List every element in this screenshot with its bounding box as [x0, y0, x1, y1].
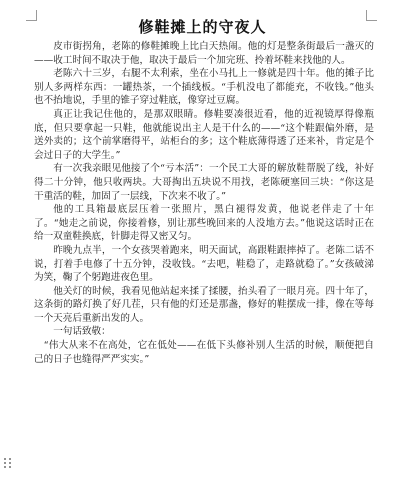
- paragraph: 皮市街拐角，老陈的修鞋摊晚上比白天热闹。他的灯是整条街最后一盏灭的——收工时间不取决于他，取决于最后一个加完班、拎着坏鞋来找他的人。: [34, 41, 374, 66]
- closing-heading: 一句话致敬：: [53, 326, 111, 338]
- paragraph: 他的工具箱最底层压着一张照片，黑白褪得发黄，他说老伴走了十年了。“她走之前说，你接着修，别让那些晚回来的人没地方去。”他说这话时正在给一双童鞋换底，针脚走得又密又匀。: [34, 204, 374, 243]
- paragraph: 他关灯的时候，我看见他站起来揉了揉腰，抬头看了一眼月亮。四十年了，这条街的路灯换了好几茬，只有他的灯还是那盏，修好的鞋摆成一排，像在等每一个天亮后重新出发的人。: [34, 285, 374, 324]
- drag-handle-icon[interactable]: [4, 458, 12, 472]
- paragraph: 老陈六十三岁，右腿不太利索，坐在小马扎上一修就是四十年。他的摊子比别人多两样东西：一罐热茶，一个插线板。“手机没电了都能充，不收钱。”他头也不抬地说，手里的锥子穿过鞋底，像穿过豆腐。: [34, 68, 374, 107]
- closing-quote: “伟大从来不在高处，它在低处——在低下头修补别人生活的时候，顺便把自己的日子也缝得严严实实。”: [34, 340, 374, 365]
- page-title: 修鞋摊上的守夜人: [138, 18, 267, 36]
- paragraph: 真正让我记住他的，是那双眼睛。修鞋要凑很近看，他的近视镜厚得像瓶底，但只要拿起一只鞋，他就能说出主人是干什么的——“这个鞋跟偏外磨，是送外卖的；这个前掌磨得平，站柜台的多；这个鞋底薄得透了还来补，肯定是个会过日子的大学生。”: [34, 108, 374, 161]
- article-body: [34, 40, 374, 366]
- paragraph: 昨晚九点半，一个女孩哭着跑来，明天面试，高跟鞋跟摔掉了。老陈二话不说，打着手电修了十五分钟，没收钱。“去吧，鞋稳了，走路就稳了。”女孩破涕为笑，鞠了个躬跑进夜色里。: [34, 244, 374, 284]
- paragraph: 有一次我亲眼见他接了个“亏本活”：一个民工大哥的解放鞋帮脱了线，补好得二十分钟，他只收两块。大哥掏出五块说不用找，老陈硬塞回三块：“你这是干重活的鞋，加固了一层线，下次来不收了。”: [34, 163, 374, 202]
